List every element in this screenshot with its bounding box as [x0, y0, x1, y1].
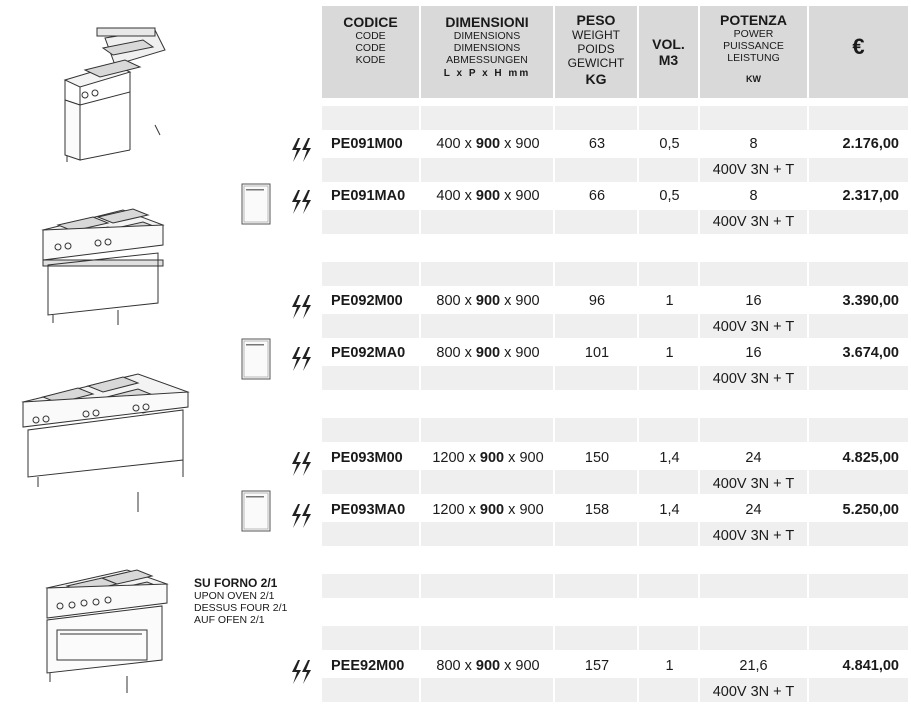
lightning-bolt-icon — [289, 451, 313, 477]
weight: 150 — [584, 450, 610, 466]
header-vol-title: VOL. — [652, 36, 685, 52]
price: 5.250,00 — [842, 502, 899, 518]
header-potenza-sub-fr: PUISSANCE — [723, 40, 784, 52]
dimension-value: 900 — [515, 188, 540, 204]
product-code: PE093M00 — [331, 450, 403, 466]
lightning-bolt-icon — [289, 189, 313, 215]
header-dimensioni-title: DIMENSIONI — [445, 14, 529, 30]
cooker-oven-illustration — [42, 548, 177, 698]
lightning-bolt-icon — [289, 503, 313, 529]
cabinet-door-icon — [241, 338, 271, 380]
dimension-value: 900 — [475, 188, 501, 204]
dimension-value: 1200 — [432, 502, 465, 518]
dimension-separator: x — [460, 293, 476, 309]
header-potenza — [700, 6, 807, 98]
dimension-separator: x — [460, 345, 476, 361]
cabinet-door-icon — [241, 490, 271, 532]
weight: 157 — [584, 658, 610, 674]
lightning-bolt-icon — [289, 346, 313, 372]
dimensions — [421, 498, 555, 522]
header-codice-sub-de: KODE — [355, 54, 386, 66]
volume: 1,4 — [659, 502, 680, 518]
dimension-value: 800 — [436, 293, 461, 309]
weight: 63 — [588, 136, 606, 152]
voltage: 400V 3N + T — [712, 684, 795, 700]
voltage: 400V 3N + T — [712, 319, 795, 335]
dimension-separator: x — [460, 658, 476, 674]
header-codice-sub-fr: CODE — [355, 42, 386, 54]
header-dimensioni-sub-en: DIMENSIONS — [453, 30, 521, 42]
cooker-single-illustration — [55, 20, 170, 165]
dimensions — [421, 289, 555, 313]
cabinet-door-icon — [241, 183, 271, 225]
price: 4.825,00 — [842, 450, 899, 466]
dimension-separator: x — [500, 293, 516, 309]
table-band — [322, 678, 908, 702]
power: 16 — [745, 293, 762, 309]
header-vol-unit: M3 — [658, 52, 679, 68]
header-vol — [639, 6, 698, 98]
dimension-separator: x — [500, 658, 516, 674]
weight: 158 — [584, 502, 610, 518]
oven-label-line-de: AUF OFEN 2/1 — [194, 614, 265, 626]
weight: 96 — [588, 293, 606, 309]
table-band — [322, 522, 908, 546]
weight: 66 — [588, 188, 606, 204]
table-band — [322, 626, 908, 650]
dimension-value: 800 — [436, 658, 461, 674]
dimension-value: 900 — [515, 293, 540, 309]
dimension-value: 1200 — [432, 450, 465, 466]
header-dimensioni-sub-fr: DIMENSIONS — [453, 42, 521, 54]
dimensions — [421, 132, 555, 156]
dimensions — [421, 341, 555, 365]
product-code: PE092M00 — [331, 293, 403, 309]
header-dimensioni-sub-de: ABMESSUNGEN — [446, 54, 528, 66]
dimension-separator: x — [500, 345, 516, 361]
dimension-value: 900 — [475, 658, 501, 674]
table-band — [322, 470, 908, 494]
dimensions — [421, 654, 555, 678]
volume: 1,4 — [659, 450, 680, 466]
table-band — [322, 158, 908, 182]
header-price — [809, 6, 908, 98]
lightning-bolt-icon — [289, 137, 313, 163]
dimension-value: 900 — [479, 450, 505, 466]
voltage: 400V 3N + T — [712, 162, 795, 178]
voltage: 400V 3N + T — [712, 476, 795, 492]
volume: 0,5 — [659, 188, 680, 204]
dimension-separator: x — [464, 450, 480, 466]
power: 24 — [745, 450, 762, 466]
lightning-bolt-icon — [289, 294, 313, 320]
product-code: PE092MA0 — [331, 345, 406, 361]
header-potenza-sub-de: LEISTUNG — [727, 52, 780, 64]
header-peso — [555, 6, 637, 98]
header-peso-unit: KG — [585, 71, 607, 87]
table-band — [322, 574, 908, 598]
dimension-value: 900 — [479, 502, 505, 518]
header-potenza-title: POTENZA — [720, 12, 787, 28]
cooker-triple-illustration — [18, 352, 193, 517]
dimension-value: 900 — [475, 345, 501, 361]
dimension-value: 900 — [515, 658, 540, 674]
power: 24 — [745, 502, 762, 518]
table-band — [322, 418, 908, 442]
oven-label-line-fr: DESSUS FOUR 2/1 — [194, 602, 288, 614]
dimension-separator: x — [500, 188, 516, 204]
product-code: PE093MA0 — [331, 502, 406, 518]
price: 4.841,00 — [842, 658, 899, 674]
header-peso-sub-fr: POIDS — [577, 42, 615, 56]
price: 2.317,00 — [842, 188, 899, 204]
table-band — [322, 262, 908, 286]
header-codice-title: CODICE — [343, 14, 398, 30]
power: 16 — [745, 345, 762, 361]
dimension-value: 900 — [519, 450, 544, 466]
price: 2.176,00 — [842, 136, 899, 152]
volume: 0,5 — [659, 136, 680, 152]
dimension-value: 400 — [436, 188, 461, 204]
product-code: PE091M00 — [331, 136, 403, 152]
price: 3.674,00 — [842, 345, 899, 361]
header-euro-symbol: € — [852, 34, 865, 59]
table-band — [322, 210, 908, 234]
voltage: 400V 3N + T — [712, 528, 795, 544]
dimensions — [421, 446, 555, 470]
dimension-separator: x — [504, 450, 520, 466]
header-dimensioni — [421, 6, 553, 98]
power: 8 — [749, 188, 758, 204]
table-band — [322, 366, 908, 390]
header-peso-title: PESO — [576, 12, 616, 28]
weight: 101 — [584, 345, 610, 361]
power: 21,6 — [739, 658, 768, 674]
dimension-value: 900 — [515, 136, 540, 152]
volume: 1 — [665, 293, 674, 309]
voltage: 400V 3N + T — [712, 371, 795, 387]
dimension-separator: x — [460, 136, 476, 152]
header-codice — [322, 6, 419, 98]
voltage: 400V 3N + T — [712, 214, 795, 230]
header-peso-sub-de: GEWICHT — [567, 56, 625, 70]
price: 3.390,00 — [842, 293, 899, 309]
dimension-value: 900 — [475, 293, 501, 309]
dimension-value: 800 — [436, 345, 461, 361]
power: 8 — [749, 136, 758, 152]
header-dimensioni-units: L x P x H mm — [443, 68, 531, 79]
product-code: PEE92M00 — [331, 658, 405, 674]
product-code: PE091MA0 — [331, 188, 406, 204]
header-potenza-sub-en: POWER — [733, 28, 774, 40]
header-potenza-unit: KW — [746, 74, 761, 84]
volume: 1 — [665, 658, 674, 674]
table-band — [322, 314, 908, 338]
lightning-bolt-icon — [289, 659, 313, 685]
table-band — [322, 106, 908, 130]
oven-label — [194, 576, 287, 626]
oven-label-title: SU FORNO 2/1 — [194, 576, 278, 590]
dimension-value: 900 — [475, 136, 501, 152]
volume: 1 — [665, 345, 674, 361]
dimension-value: 900 — [515, 345, 540, 361]
header-peso-sub-en: WEIGHT — [572, 28, 620, 42]
dimensions — [421, 184, 555, 208]
cooker-double-illustration — [38, 185, 170, 330]
dimension-value: 900 — [519, 502, 544, 518]
dimension-separator: x — [504, 502, 520, 518]
dimension-separator: x — [460, 188, 476, 204]
dimension-separator: x — [464, 502, 480, 518]
oven-label-line-en: UPON OVEN 2/1 — [194, 590, 275, 602]
header-codice-sub-en: CODE — [355, 30, 386, 42]
dimension-separator: x — [500, 136, 516, 152]
dimension-value: 400 — [436, 136, 461, 152]
